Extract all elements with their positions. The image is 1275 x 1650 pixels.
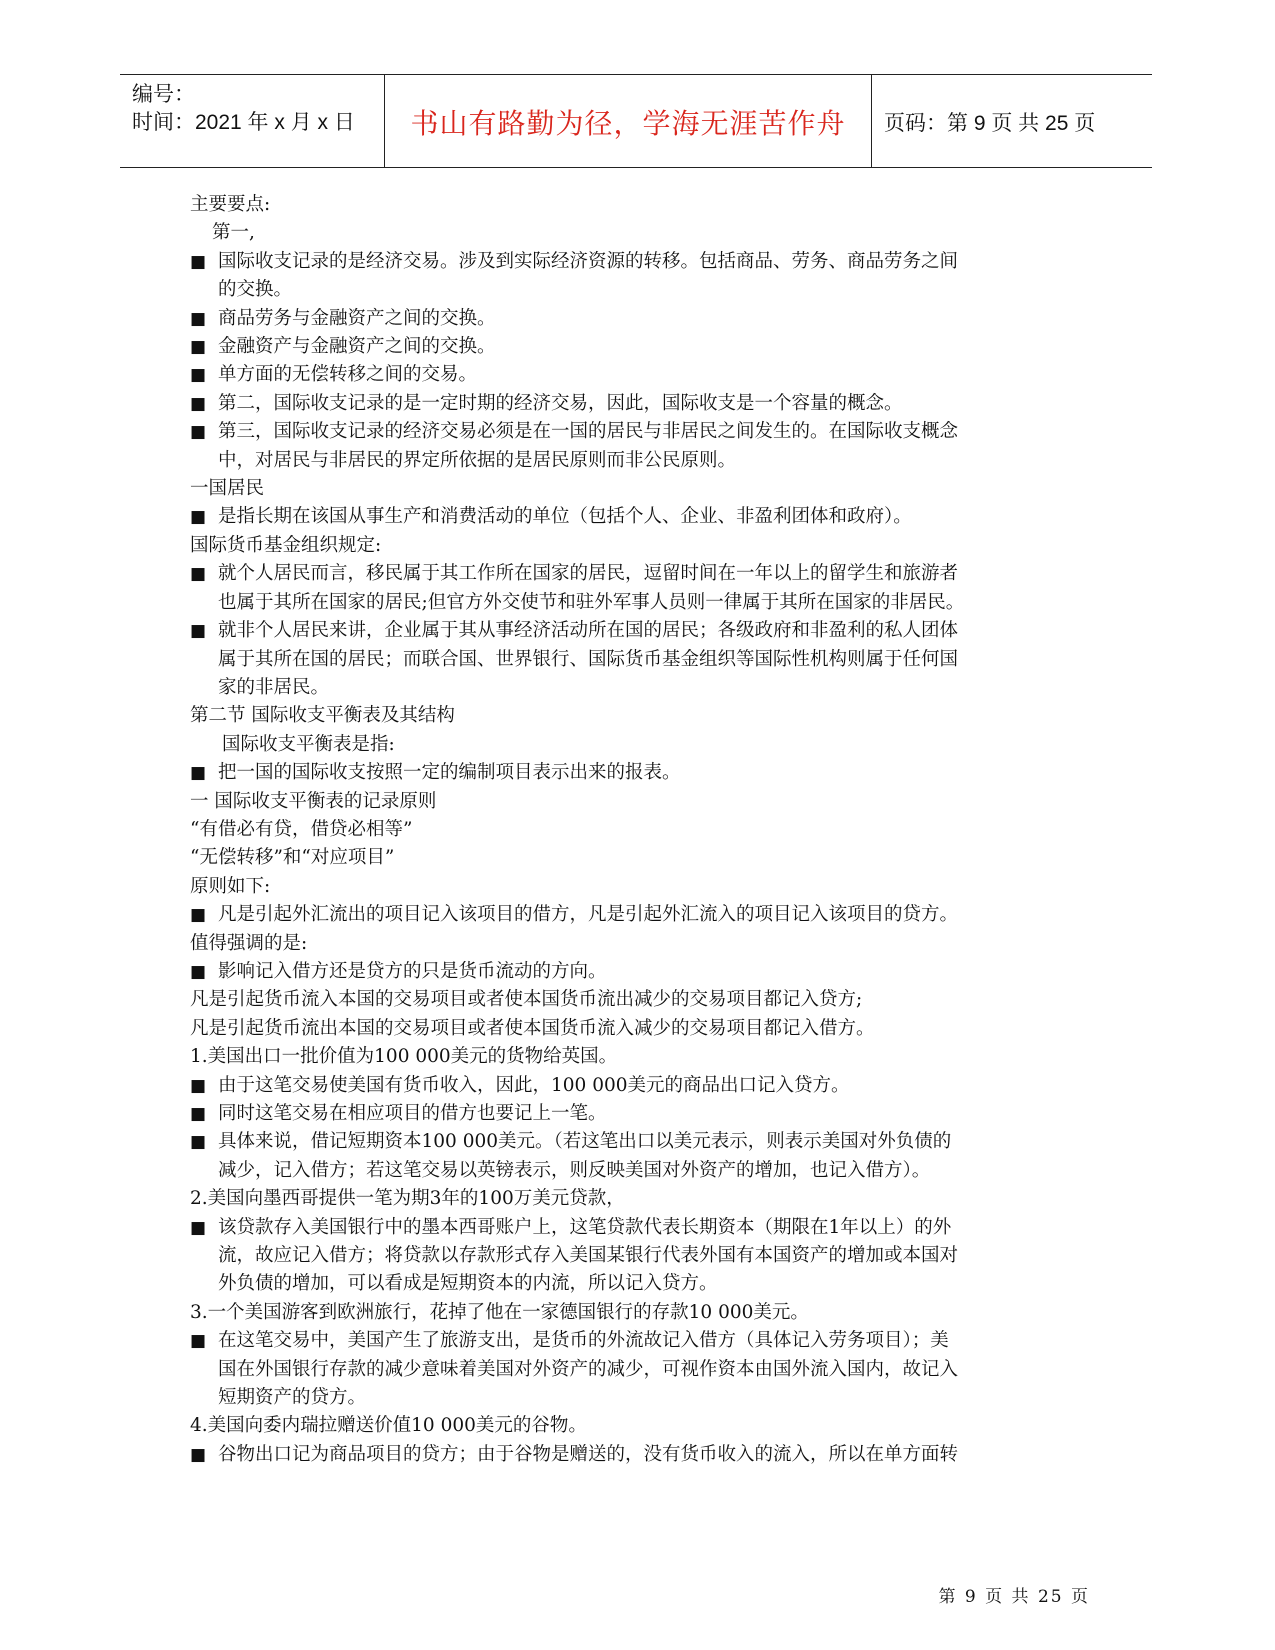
bullet-item: ■ 第三，国际收支记录的经济交易必须是在一国的居民与非居民之间发生的。在国际收支概念 bbox=[190, 418, 1090, 446]
bullet-item: ■ 具体来说，借记短期资本100 000美元。（若这笔出口以美元表示，则表示美国对外负债的 bbox=[190, 1128, 1090, 1156]
bullet-continuation: 国在外国银行存款的减少意味着美国对外资产的减少，可视作资本由国外流入国内，故记入 bbox=[218, 1358, 959, 1380]
bullet-item: ■ 金融资产与金融资产之间的交换。 bbox=[190, 333, 1090, 361]
section-heading: 一 国际收支平衡表的记录原则 bbox=[190, 790, 437, 812]
header-motto: 书山有路勤为径，学海无涯苦作舟 bbox=[410, 107, 846, 140]
paragraph: 凡是引起货币流入本国的交易项目或者使本国货币流出减少的交易项目都记入贷方; bbox=[190, 989, 863, 1011]
bullet-continuation: 短期资产的贷方。 bbox=[218, 1387, 367, 1409]
bullet-continuation: 流，故应记入借方；将贷款以存款形式存入美国某银行代表外国有本国资产的增加或本国对 bbox=[218, 1245, 959, 1267]
document-number-label: 编号： bbox=[132, 83, 195, 106]
example-heading: 3.一个美国游客到欧洲旅行，花掉了他在一家德国银行的存款10 000美元。 bbox=[190, 1301, 809, 1323]
bullet-item: ■ 单方面的无偿转移之间的交易。 bbox=[190, 361, 1090, 389]
bullet-item: ■ 第二，国际收支记录的是一定时期的经济交易，因此，国际收支是一个容量的概念。 bbox=[190, 390, 1090, 418]
bullet-continuation: 也属于其所在国家的居民;但官方外交使节和驻外军事人员则一律属于其所在国家的非居民。 bbox=[218, 591, 965, 613]
paragraph: 原则如下: bbox=[190, 875, 271, 897]
header-page-number: 页码：第 9 页 共 25 页 bbox=[884, 112, 1096, 135]
bullet-continuation: 家的非居民。 bbox=[218, 676, 330, 698]
bullet-item: ■ 同时这笔交易在相应项目的借方也要记上一笔。 bbox=[190, 1100, 1090, 1128]
header-motto-cell bbox=[385, 75, 872, 167]
paragraph: “有借必有贷，借贷必相等” bbox=[190, 818, 413, 840]
paragraph: 第一, bbox=[212, 222, 255, 244]
bullet-item: ■ 商品劳务与金融资产之间的交换。 bbox=[190, 305, 1090, 333]
bullet-item: ■ 把一国的国际收支按照一定的编制项目表示出来的报表。 bbox=[190, 759, 1090, 787]
paragraph: “无偿转移”和“对应项目” bbox=[190, 847, 395, 869]
bullet-item: ■ 影响记入借方还是贷方的只是货币流动的方向。 bbox=[190, 958, 1090, 986]
bullet-item: ■ 谷物出口记为商品项目的贷方；由于谷物是赠送的，没有货币收入的流入，所以在单方面转 bbox=[190, 1441, 1090, 1469]
bullet-continuation: 减少，记入借方；若这笔交易以英镑表示，则反映美国对外资产的增加，也记入借方）。 bbox=[218, 1159, 931, 1181]
bullet-continuation: 外负债的增加，可以看成是短期资本的内流，所以记入贷方。 bbox=[218, 1273, 718, 1295]
example-heading: 4.美国向委内瑞拉赠送价值10 000美元的谷物。 bbox=[190, 1415, 587, 1437]
bullet-item: ■ 该贷款存入美国银行中的墨本西哥账户上，这笔贷款代表长期资本（期限在1年以上）的外 bbox=[190, 1214, 1090, 1242]
section-heading: 第二节 国际收支平衡表及其结构 bbox=[190, 705, 455, 727]
header-page-cell bbox=[872, 75, 1152, 167]
paragraph: 一国居民 bbox=[190, 478, 265, 500]
document-body bbox=[190, 191, 1090, 1469]
example-heading: 2.美国向墨西哥提供一笔为期3年的100万美元贷款， bbox=[190, 1188, 625, 1210]
paragraph: 值得强调的是: bbox=[190, 932, 308, 954]
document-time-label: 时间：2021 年 x 月 x 日 bbox=[132, 111, 355, 134]
bullet-continuation: 中，对居民与非居民的界定所依据的是居民原则而非公民原则。 bbox=[218, 449, 737, 471]
bullet-item: ■ 由于这笔交易使美国有货币收入，因此，100 000美元的商品出口记入贷方。 bbox=[190, 1072, 1090, 1100]
bullet-continuation: 的交换。 bbox=[218, 279, 293, 301]
page-header bbox=[120, 74, 1152, 168]
bullet-item: ■ 就个人居民而言，移民属于其工作所在国家的居民，逗留时间在一年以上的留学生和旅游者 bbox=[190, 560, 1090, 588]
bullet-item: ■ 国际收支记录的是经济交易。涉及到实际经济资源的转移。包括商品、劳务、商品劳务之间 bbox=[190, 248, 1090, 276]
page-footer: 第 9 页 共 25 页 bbox=[938, 1587, 1090, 1607]
example-heading: 1.美国出口一批价值为100 000美元的货物给英国。 bbox=[190, 1046, 618, 1068]
bullet-item: ■ 凡是引起外汇流出的项目记入该项目的借方，凡是引起外汇流入的项目记入该项目的贷方。 bbox=[190, 901, 1090, 929]
paragraph: 凡是引起货币流出本国的交易项目或者使本国货币流入减少的交易项目都记入借方。 bbox=[190, 1017, 875, 1039]
bullet-item: ■ 是指长期在该国从事生产和消费活动的单位（包括个人、企业、非盈利团体和政府）。 bbox=[190, 503, 1090, 531]
section-heading: 主要要点: bbox=[190, 194, 271, 215]
header-meta-cell bbox=[120, 75, 385, 167]
paragraph: 国际货币基金组织规定: bbox=[190, 534, 382, 556]
bullet-continuation: 属于其所在国的居民；而联合国、世界银行、国际货币基金组织等国际性机构则属于任何国 bbox=[218, 648, 959, 670]
bullet-item: ■ 在这笔交易中，美国产生了旅游支出，是货币的外流故记入借方（具体记入劳务项目）；美 bbox=[190, 1327, 1090, 1355]
bullet-item: ■ 就非个人居民来讲，企业属于其从事经济活动所在国的居民；各级政府和非盈利的私人团体 bbox=[190, 617, 1090, 645]
paragraph: 国际收支平衡表是指: bbox=[222, 733, 395, 755]
